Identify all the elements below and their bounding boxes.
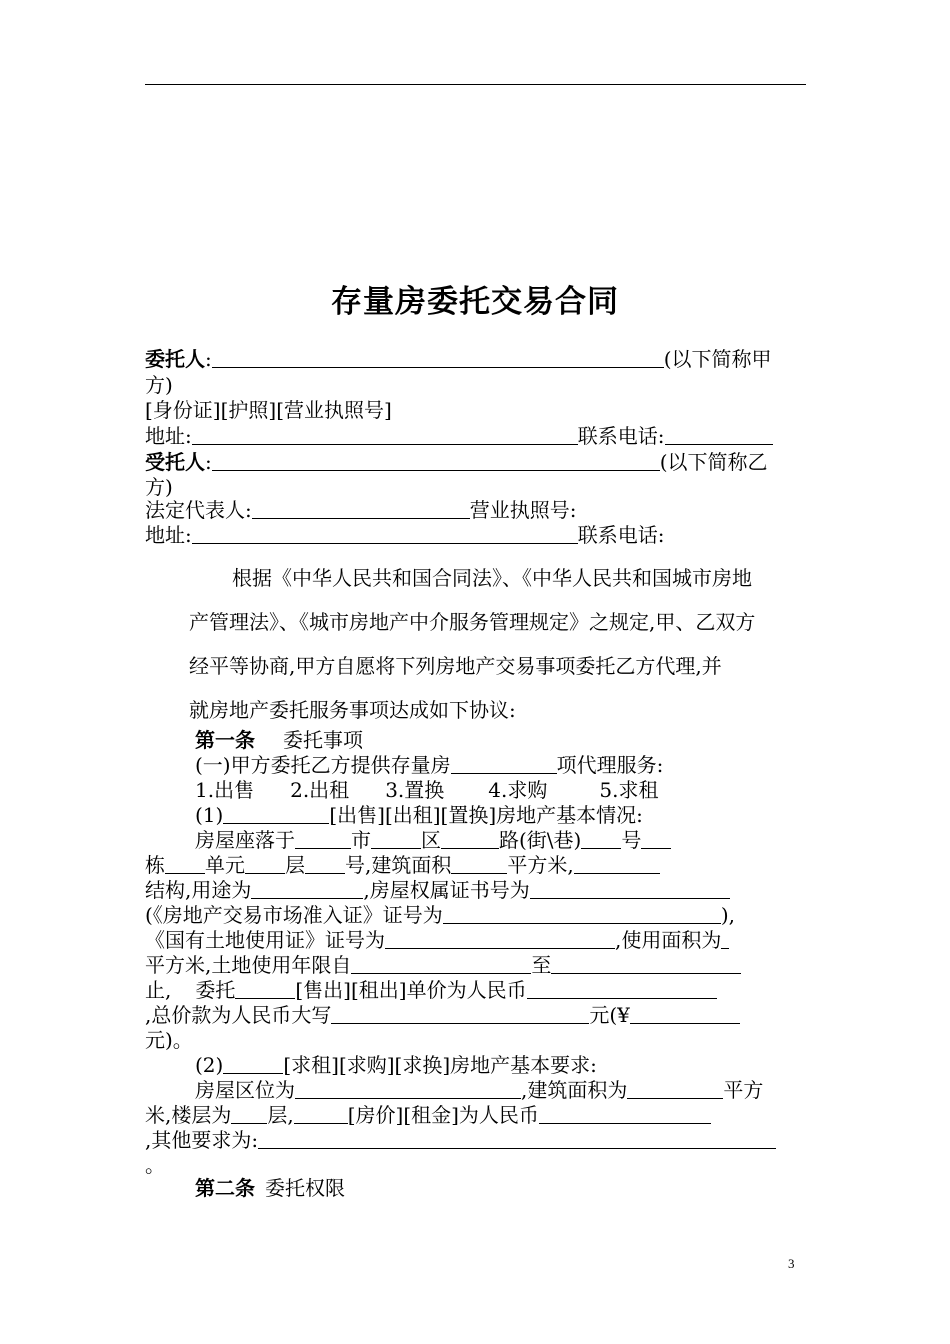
requirement-area-line: 房屋区位为 ,建筑面积为 平方	[195, 1078, 764, 1102]
service-count-blank	[451, 753, 557, 774]
party-b-alias-cont: 方)	[145, 475, 173, 499]
party-a-phone-blank	[665, 424, 773, 445]
preamble-line-3: 经平等协商,甲方自愿将下列房地产交易事项委托乙方代理,并	[189, 654, 722, 678]
requirement-floor-line: 米,楼层为 层, [房价][租金]为人民币	[145, 1102, 711, 1128]
party-a-address-line	[145, 423, 773, 449]
party-b-line: 受托人: (以下简称乙	[145, 450, 768, 474]
land-cert-line: 《国有土地使用证》证号为 ,使用面积为	[145, 927, 729, 953]
service-options: 1.出售 2.出租 3.置换 4.求购 5.求租	[195, 778, 659, 802]
party-b-alias: (以下简称乙	[659, 450, 768, 474]
party-b-rep-blank	[252, 498, 470, 519]
party-b-rep-line	[145, 497, 577, 523]
party-b-address-blank	[192, 523, 578, 544]
party-a-id-types: [身份证][护照][营业执照号]	[145, 398, 392, 422]
document-title: 存量房委托交易合同	[331, 284, 619, 320]
other-requirements-line: ,其他要求为:	[145, 1127, 776, 1153]
page-number: 3	[788, 1256, 795, 1271]
article-1-heading: 第一条 委托事项	[195, 728, 363, 752]
header-rule	[145, 84, 806, 85]
land-term-line: 平方米,土地使用年限自 至	[145, 952, 741, 978]
party-a-alias: (以下简称甲	[663, 347, 772, 371]
other-requirements-end: 。	[145, 1153, 165, 1177]
party-b-license-label: 营业执照号:	[469, 498, 577, 522]
party-a-address-label: 地址:	[145, 424, 192, 448]
unit-price-line: 止, 委托 [售出][租出]单价为人民币	[145, 977, 717, 1003]
party-a-label: 委托人	[145, 347, 205, 371]
article-1-sub-1: (1) [出售][出租][置换]房地产基本情况:	[195, 803, 643, 827]
party-a-line: 委托人: (以下简称甲	[145, 347, 772, 371]
article-2-heading: 第二条 委托权限	[195, 1176, 345, 1200]
preamble-line-2: 产管理法》、《城市房地产中介服务管理规定》之规定,甲、乙双方	[189, 610, 756, 634]
party-b-rep-label: 法定代表人:	[145, 498, 252, 522]
article-1-sub-2: (2) [求租][求购][求换]房地产基本要求:	[195, 1053, 597, 1077]
property-unit-line: 栋 单元 层 号,建筑面积 平方米,	[145, 852, 660, 878]
party-a-address-blank	[192, 424, 578, 445]
party-a-alias-cont: 方)	[145, 373, 173, 397]
total-price-end: 元)。	[145, 1028, 193, 1052]
party-b-phone-label: 联系电话:	[577, 523, 665, 547]
party-a-name-blank	[212, 347, 664, 368]
market-access-line: (《房地产交易市场准入证》证号为 ),	[145, 903, 735, 927]
party-b-address-line	[145, 522, 665, 548]
party-a-phone-label: 联系电话:	[577, 424, 665, 448]
preamble-line-1: 根据《中华人民共和国合同法》、《中华人民共和国城市房地	[232, 566, 752, 590]
preamble-line-4: 就房地产委托服务事项达成如下协议:	[189, 698, 516, 722]
party-b-address-label: 地址:	[145, 523, 192, 547]
property-use-line: 结构,用途为 ,房屋权属证书号为	[145, 877, 730, 903]
party-b-name-blank	[212, 450, 660, 471]
total-price-line: ,总价款为人民币大写 元(¥	[145, 1002, 740, 1028]
article-1-clause-1: (一)甲方委托乙方提供存量房 项代理服务:	[195, 753, 664, 777]
party-b-label: 受托人	[145, 450, 205, 474]
property-location-line: 房屋座落于 市 区 路(街\巷) 号	[195, 827, 671, 853]
